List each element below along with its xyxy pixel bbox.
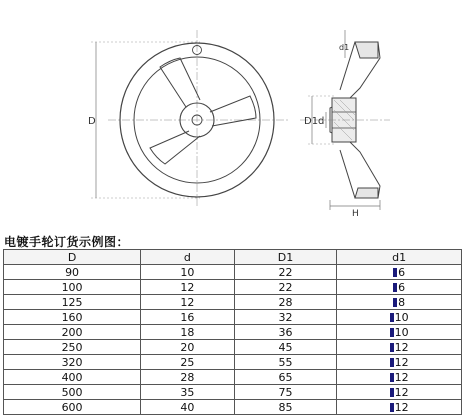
cell-D: 160 xyxy=(4,310,141,325)
cell-D1: 22 xyxy=(234,265,337,280)
keyway-mark-icon xyxy=(393,283,397,292)
cell-d: 16 xyxy=(141,310,235,325)
cell-d1 xyxy=(337,400,462,415)
cell-d1 xyxy=(337,355,462,370)
label-d1: d1 xyxy=(339,43,350,52)
cell-d1-value: 10 xyxy=(394,310,409,324)
cell-d1-value: 12 xyxy=(394,340,409,354)
keyway-mark-icon xyxy=(393,298,397,307)
table-row xyxy=(4,340,462,355)
label-H: H xyxy=(352,209,359,219)
cell-D: 250 xyxy=(4,340,141,355)
cell-D1: 36 xyxy=(234,325,337,340)
cell-d1 xyxy=(337,370,462,385)
cell-d1 xyxy=(337,385,462,400)
cell-d1 xyxy=(337,310,462,325)
label-d: d xyxy=(318,116,325,127)
cell-D1: 22 xyxy=(234,280,337,295)
col-header-d1: d1 xyxy=(337,250,462,265)
keyway-mark-icon xyxy=(390,343,394,352)
col-header-d: d xyxy=(141,250,235,265)
cell-d1-value: 8 xyxy=(398,295,406,309)
cell-D: 125 xyxy=(4,295,141,310)
keyway-mark-icon xyxy=(393,268,397,277)
table-row xyxy=(4,325,462,340)
cell-d: 12 xyxy=(141,280,235,295)
cell-d: 40 xyxy=(141,400,235,415)
label-D1: D1 xyxy=(304,116,319,127)
keyway-mark-icon xyxy=(390,373,394,382)
cell-D: 400 xyxy=(4,370,141,385)
cell-d1 xyxy=(337,325,462,340)
cell-d1-value: 6 xyxy=(398,280,406,294)
cell-D1: 85 xyxy=(234,400,337,415)
col-header-D1: D1 xyxy=(234,250,337,265)
cell-d: 35 xyxy=(141,385,235,400)
cell-d: 20 xyxy=(141,340,235,355)
cell-d1-value: 12 xyxy=(394,355,409,369)
cell-D: 320 xyxy=(4,355,141,370)
cell-d1-value: 12 xyxy=(394,385,409,399)
cell-d1-value: 12 xyxy=(394,370,409,384)
cell-D: 600 xyxy=(4,400,141,415)
cell-d1-value: 10 xyxy=(394,325,409,339)
table-row xyxy=(4,295,462,310)
col-header-D: D xyxy=(4,250,141,265)
cell-d1 xyxy=(337,340,462,355)
front-view xyxy=(91,30,290,208)
cell-D1: 28 xyxy=(234,295,337,310)
cell-D1: 65 xyxy=(234,370,337,385)
cell-D1: 32 xyxy=(234,310,337,325)
cell-d: 28 xyxy=(141,370,235,385)
cell-d: 25 xyxy=(141,355,235,370)
table-row xyxy=(4,385,462,400)
cell-D1: 45 xyxy=(234,340,337,355)
spec-table xyxy=(3,249,462,415)
table-row xyxy=(4,280,462,295)
keyway-mark-icon xyxy=(390,313,394,322)
cell-d1 xyxy=(337,295,462,310)
table-row xyxy=(4,400,462,415)
cell-D: 500 xyxy=(4,385,141,400)
cell-d: 18 xyxy=(141,325,235,340)
table-row xyxy=(4,355,462,370)
cell-D1: 55 xyxy=(234,355,337,370)
cell-d1 xyxy=(337,265,462,280)
cell-d1-value: 6 xyxy=(398,265,406,279)
cell-D: 200 xyxy=(4,325,141,340)
cell-d1-value: 12 xyxy=(394,400,409,414)
keyway-mark-icon xyxy=(390,388,394,397)
table-header-row xyxy=(4,250,462,265)
table-row xyxy=(4,370,462,385)
keyway-mark-icon xyxy=(390,328,394,337)
cell-d: 12 xyxy=(141,295,235,310)
table-row xyxy=(4,310,462,325)
keyway-mark-icon xyxy=(390,358,394,367)
table-row xyxy=(4,265,462,280)
keyway-mark-icon xyxy=(390,403,394,412)
cell-D: 100 xyxy=(4,280,141,295)
cell-d1 xyxy=(337,280,462,295)
label-D: D xyxy=(88,116,96,127)
cell-D1: 75 xyxy=(234,385,337,400)
cell-D: 90 xyxy=(4,265,141,280)
cell-d: 10 xyxy=(141,265,235,280)
table-caption: 电镀手轮订货示例图： xyxy=(4,235,130,249)
